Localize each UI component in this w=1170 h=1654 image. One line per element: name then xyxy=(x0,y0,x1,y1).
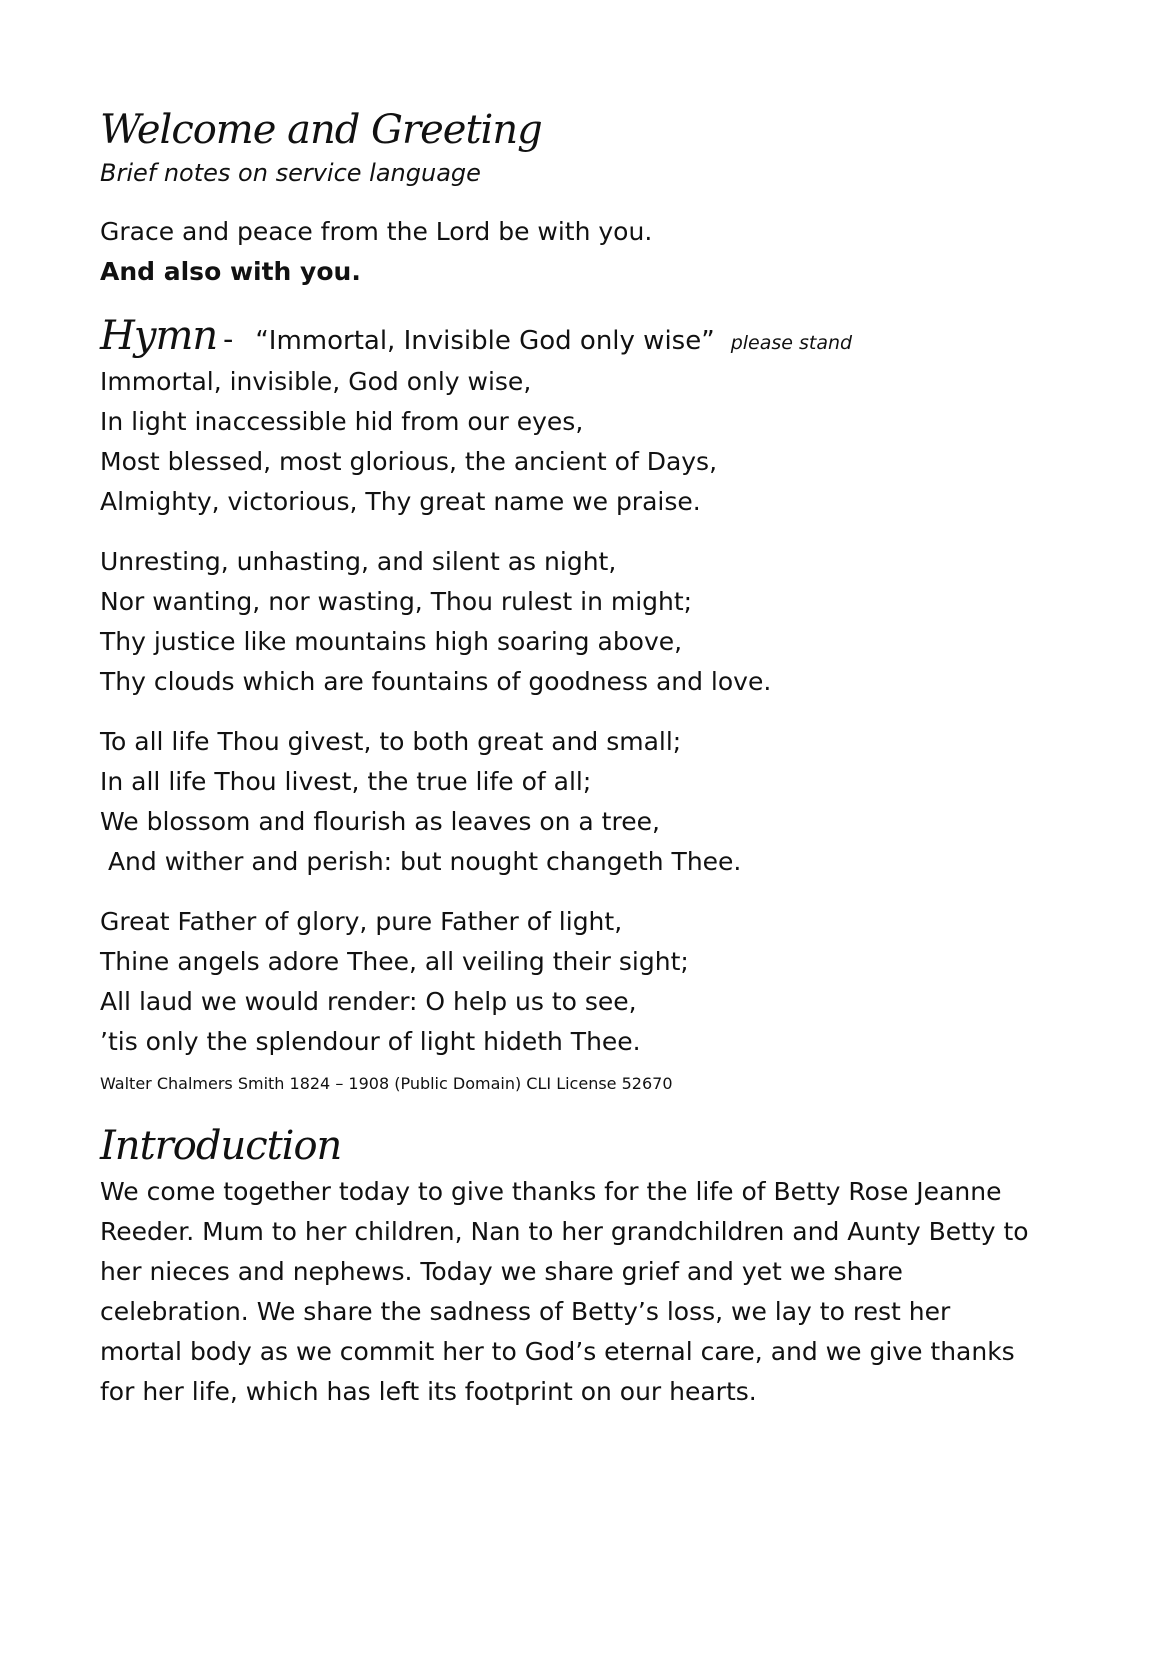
hymn-title: “Immortal, Invisible God only wise” xyxy=(255,326,715,356)
order-of-service-page xyxy=(100,104,1060,1412)
hymn-dash: - xyxy=(223,322,234,357)
verse-line: In light inaccessible hid from our eyes, xyxy=(100,407,584,436)
hymn-verse-3 xyxy=(100,722,1060,882)
verse-line: Great Father of glory, pure Father of light, xyxy=(100,907,623,936)
verse-line: Unresting, unhasting, and silent as night, xyxy=(100,547,617,576)
hymn-credit: Walter Chalmers Smith 1824 – 1908 (Public Domain) CLI License 52670 xyxy=(100,1074,673,1093)
verse-line: Thy justice like mountains high soaring above, xyxy=(100,627,683,656)
welcome-heading: Welcome and Greeting xyxy=(100,107,542,153)
verse-line: We blossom and flourish as leaves on a tree, xyxy=(100,807,660,836)
verse-line: Immortal, invisible, God only wise, xyxy=(100,367,532,396)
greeting-line: Grace and peace from the Lord be with you. xyxy=(100,217,653,246)
verse-line: ’tis only the splendour of light hideth Thee. xyxy=(100,1027,641,1056)
hymn-heading: Hymn xyxy=(100,313,218,359)
hymn-verse-1 xyxy=(100,362,1060,522)
verse-line: Almighty, victorious, Thy great name we praise. xyxy=(100,487,701,516)
verse-line: To all life Thou givest, to both great and small; xyxy=(100,727,682,756)
verse-line: In all life Thou livest, the true life of all; xyxy=(100,767,592,796)
welcome-subnote: Brief notes on service language xyxy=(100,159,481,187)
hymn-verse-2 xyxy=(100,542,1060,702)
hymn-heading-row xyxy=(100,310,1060,362)
verse-line: Thine angels adore Thee, all veiling their sight; xyxy=(100,947,689,976)
introduction-heading: Introduction xyxy=(100,1123,342,1169)
verse-line: All laud we would render: O help us to see, xyxy=(100,987,637,1016)
verse-line: Thy clouds which are fountains of goodness and love. xyxy=(100,667,772,696)
hymn-verse-4 xyxy=(100,902,1060,1062)
verse-line: Most blessed, most glorious, the ancient of Days, xyxy=(100,447,718,476)
hymn-instruction: please stand xyxy=(730,332,853,354)
greeting-response: And also with you. xyxy=(100,257,361,286)
introduction-paragraph: We come together today to give thanks for the life of Betty Rose Jeanne Reeder. Mum to her children, Nan to her grandchildren and Aunty Betty to her nieces and nephews. Today we share grief and yet we share celebration. We share the sadness of Betty’s loss, we lay to rest her mortal body as we commit her to God’s eternal care, and we give thanks for her life, which has left its footprint on our hearts. xyxy=(100,1177,1029,1406)
verse-line: And wither and perish: but nought changeth Thee. xyxy=(100,847,742,876)
verse-line: Nor wanting, nor wasting, Thou rulest in might; xyxy=(100,587,693,616)
